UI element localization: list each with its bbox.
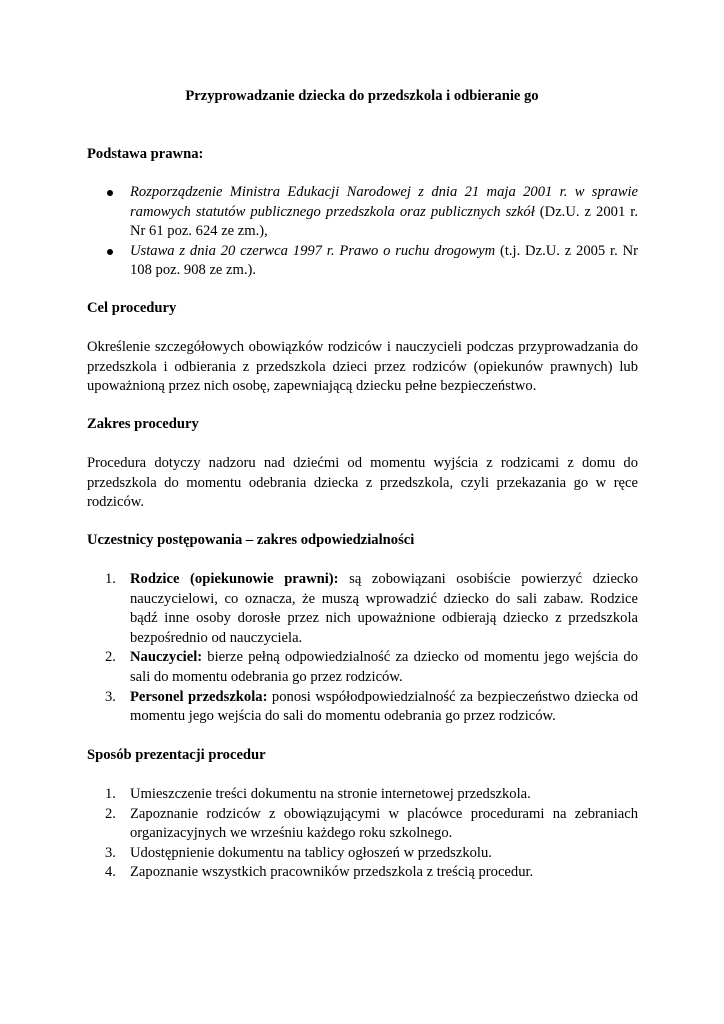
role-description: bierze pełną odpowiedzialność za dziecko od momentu jego wejścia do sali do momentu odebrania go przez rodziców. <box>130 649 638 685</box>
list-item <box>87 785 638 805</box>
legal-basis-heading: Podstawa prawna: <box>87 146 204 162</box>
presentation-heading: Sposób prezentacji procedur <box>87 747 266 763</box>
item-text: Zapoznanie rodziców z obowiązującymi w placówce procedurami na zebraniach organizacyjnych we wrześniu każdego roku szkolnego. <box>130 805 638 842</box>
document-title: Przyprowadzanie dziecka do przedszkola i odbieranie go <box>185 88 539 104</box>
legal-act-citation: (t.j. Dz.U. z 2005 r. Nr 108 poz. 908 ze zm.). <box>130 242 638 279</box>
presentation-list <box>87 785 638 883</box>
item-number: 4. <box>105 864 116 881</box>
legal-act-citation: (Dz.U. z 2001 r. Nr 61 poz. 624 ze zm.), <box>130 203 638 240</box>
item-text: Zapoznanie wszystkich pracowników przedszkola z treścią procedur. <box>130 864 534 881</box>
role-description: ponosi współodpowiedzialność za bezpieczeństwo dziecka od momentu jego wejścia do sali do momentu odebrania go przez rodziców. <box>130 688 638 725</box>
item-number: 1. <box>105 571 116 587</box>
list-item <box>87 242 638 281</box>
item-text: Umieszczenie treści dokumentu na stronie internetowej przedszkola. <box>130 786 531 802</box>
list-item <box>87 570 638 648</box>
role-description: są zobowiązani osobiście powierzyć dziecko nauczycielowi, co oznacza, że muszą wprowadzić dziecko do sali zabaw. Rodzice bądź inne osoby dorosłe przez nich upoważnione odbierają dziecko z przedszkola bezpośrednio od nauczyciela. <box>130 571 638 646</box>
legal-act-title: Ustawa z dnia 20 czerwca 1997 r. Prawo o ruchu drogowym <box>130 242 496 259</box>
list-item <box>87 805 638 844</box>
participants-heading: Uczestnicy postępowania – zakres odpowiedzialności <box>87 532 415 548</box>
goal-text: Określenie szczegółowych obowiązków rodziców i nauczycieli podczas przyprowadzania do przedszkola i odbierania z przedszkola dzieci przez rodziców (opiekunów prawnych) lub upoważnioną przez nich osobę, zapewniającą dziecku pełne bezpieczeństwo. <box>87 339 638 395</box>
list-item <box>87 688 638 727</box>
item-number: 1. <box>105 786 116 802</box>
list-item <box>87 648 638 687</box>
scope-heading: Zakres procedury <box>87 416 199 432</box>
item-number: 3. <box>105 844 116 861</box>
list-item <box>87 844 638 864</box>
goal-heading: Cel procedury <box>87 300 177 316</box>
item-number: 3. <box>105 688 116 705</box>
bullet-icon <box>107 190 113 196</box>
legal-act-title: Rozporządzenie Ministra Edukacji Narodowej z dnia 21 maja 2001 r. w sprawie ramowych statutów publicznego przedszkola oraz publicznych szkół <box>130 184 638 220</box>
list-item <box>87 863 638 883</box>
scope-text: Procedura dotyczy nadzoru nad dziećmi od momentu wyjścia z rodzicami z domu do przedszkola do momentu odebrania dziecka z przedszkola, czyli przekazania go w ręce rodziców. <box>87 455 638 511</box>
legal-basis-list <box>87 183 638 281</box>
list-item <box>87 183 638 242</box>
item-text: Udostępnienie dokumentu na tablicy ogłoszeń w przedszkolu. <box>130 844 492 861</box>
participants-list <box>87 570 638 727</box>
bullet-icon <box>107 249 113 255</box>
role-label: Rodzice (opiekunowie prawni): <box>130 571 339 587</box>
role-label: Nauczyciel: <box>130 649 203 666</box>
item-number: 2. <box>105 805 116 822</box>
role-label: Personel przedszkola: <box>130 688 268 705</box>
item-number: 2. <box>105 649 116 666</box>
